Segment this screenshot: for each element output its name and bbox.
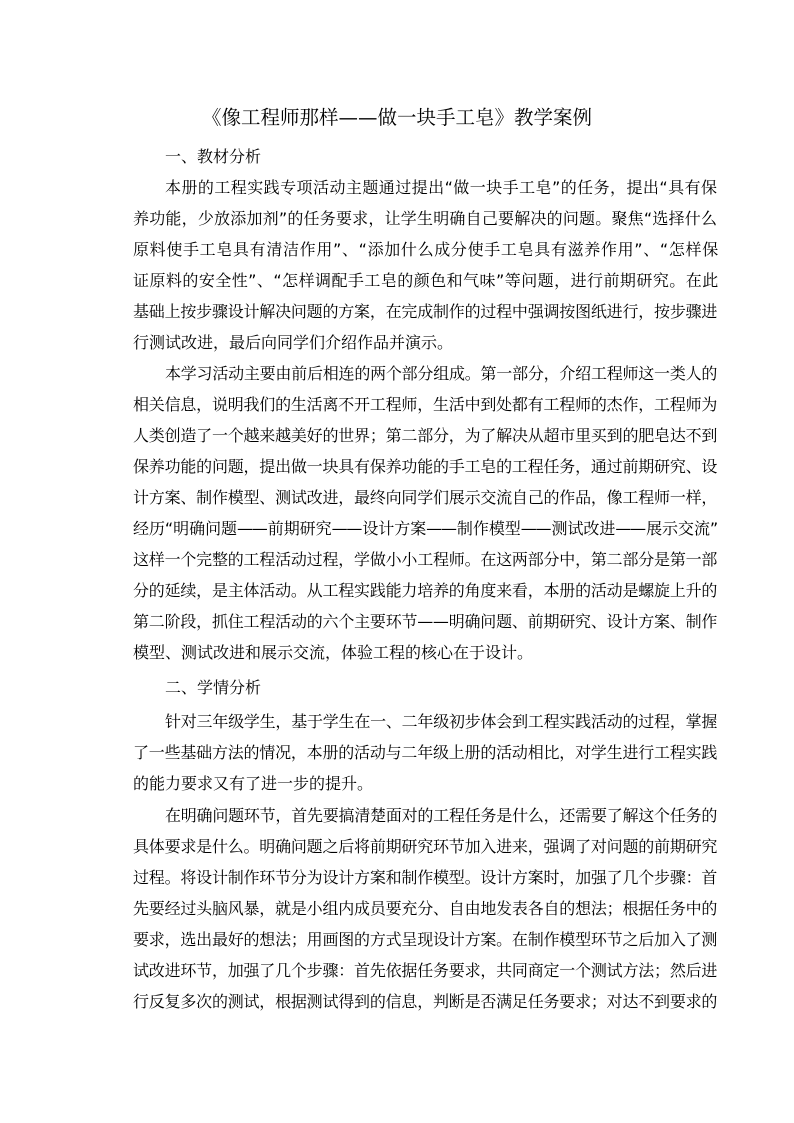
paragraph-line: 本学习活动主要由前后相连的两个部分组成。第一部分，介绍工程师这一类人的 <box>165 364 717 383</box>
paragraph-line: 行测试改进，最后向同学们介绍作品并演示。 <box>133 333 454 352</box>
paragraph-line: 养功能，少放添加剂”的任务要求，让学生明确自己要解决的问题。聚焦“选择什么 <box>133 209 717 228</box>
paragraph-line: 这样一个完整的工程活动过程，学做小小工程师。在这两部分中，第二部分是第一部 <box>133 550 717 569</box>
paragraph-line: 保养功能的问题，提出做一块具有保养功能的手工皂的工程任务，通过前期研究、设 <box>133 457 717 476</box>
paragraph-line: 要求，选出最好的想法；用画图的方式呈现设计方案。在制作模型环节之后加入了测 <box>133 930 717 949</box>
paragraph-line: 模型、测试改进和展示交流，体验工程的核心在于设计。 <box>133 643 534 662</box>
paragraph-line: 原料使手工皂具有清洁作用”、“添加什么成分使手工皂具有滋养作用”、“怎样保 <box>133 240 717 259</box>
paragraph-line: 行反复多次的测试，根据测试得到的信息，判断是否满足任务要求；对达不到要求的 <box>133 992 717 1011</box>
paragraph-line: 经历“明确问题——前期研究——设计方案——制作模型——测试改进——展示交流” <box>133 519 717 538</box>
paragraph-line: 相关信息，说明我们的生活离不开工程师，生活中到处都有工程师的杰作，工程师为 <box>133 395 717 414</box>
paragraph-line: 先要经过头脑风暴，就是小组内成员要充分、自由地发表各自的想法；根据任务中的 <box>133 899 717 918</box>
paragraph-line: 的能力要求又有了进一步的提升。 <box>133 774 374 793</box>
paragraph-line: 第二阶段，抓住工程活动的六个主要环节——明确问题、前期研究、设计方案、制作 <box>133 612 717 631</box>
paragraph-line: 证原料的安全性”、“怎样调配手工皂的颜色和气味”等问题，进行前期研究。在此 <box>133 271 717 290</box>
paragraph-line: 具体要求是什么。明确问题之后将前期研究环节加入进来，强调了对问题的前期研究 <box>133 837 717 856</box>
paragraph-line: 分的延续，是主体活动。从工程实践能力培养的角度来看，本册的活动是螺旋上升的 <box>133 581 717 600</box>
paragraph-line: 在明确问题环节，首先要搞清楚面对的工程任务是什么，还需要了解这个任务的 <box>165 806 717 825</box>
paragraph-line: 了一些基础方法的情况，本册的活动与二年级上册的活动相比，对学生进行工程实践 <box>133 743 717 762</box>
section-heading-student-analysis: 二、学情分析 <box>165 678 262 697</box>
paragraph-line: 人类创造了一个越来越美好的世界；第二部分，为了解决从超市里买到的肥皂达不到 <box>133 426 717 445</box>
paragraph-line: 针对三年级学生，基于学生在一、二年级初步体会到工程实践活动的过程，掌握 <box>165 712 717 731</box>
paragraph-line: 本册的工程实践专项活动主题通过提出“做一块手工皂”的任务，提出“具有保 <box>165 178 717 197</box>
paragraph-line: 过程。将设计制作环节分为设计方案和制作模型。设计方案时，加强了几个步骤：首 <box>133 868 717 887</box>
paragraph-line: 计方案、制作模型、测试改进，最终向同学们展示交流自己的作品，像工程师一样， <box>133 488 717 507</box>
document-title: 《像工程师那样——做一块手工皂》教学案例 <box>201 106 592 129</box>
paragraph-line: 试改进环节，加强了几个步骤：首先依据任务要求，共同商定一个测试方法；然后进 <box>133 961 717 980</box>
section-heading-textbook-analysis: 一、教材分析 <box>165 147 262 166</box>
paragraph-line: 基础上按步骤设计解决问题的方案，在完成制作的过程中强调按图纸进行，按步骤进 <box>133 302 717 321</box>
